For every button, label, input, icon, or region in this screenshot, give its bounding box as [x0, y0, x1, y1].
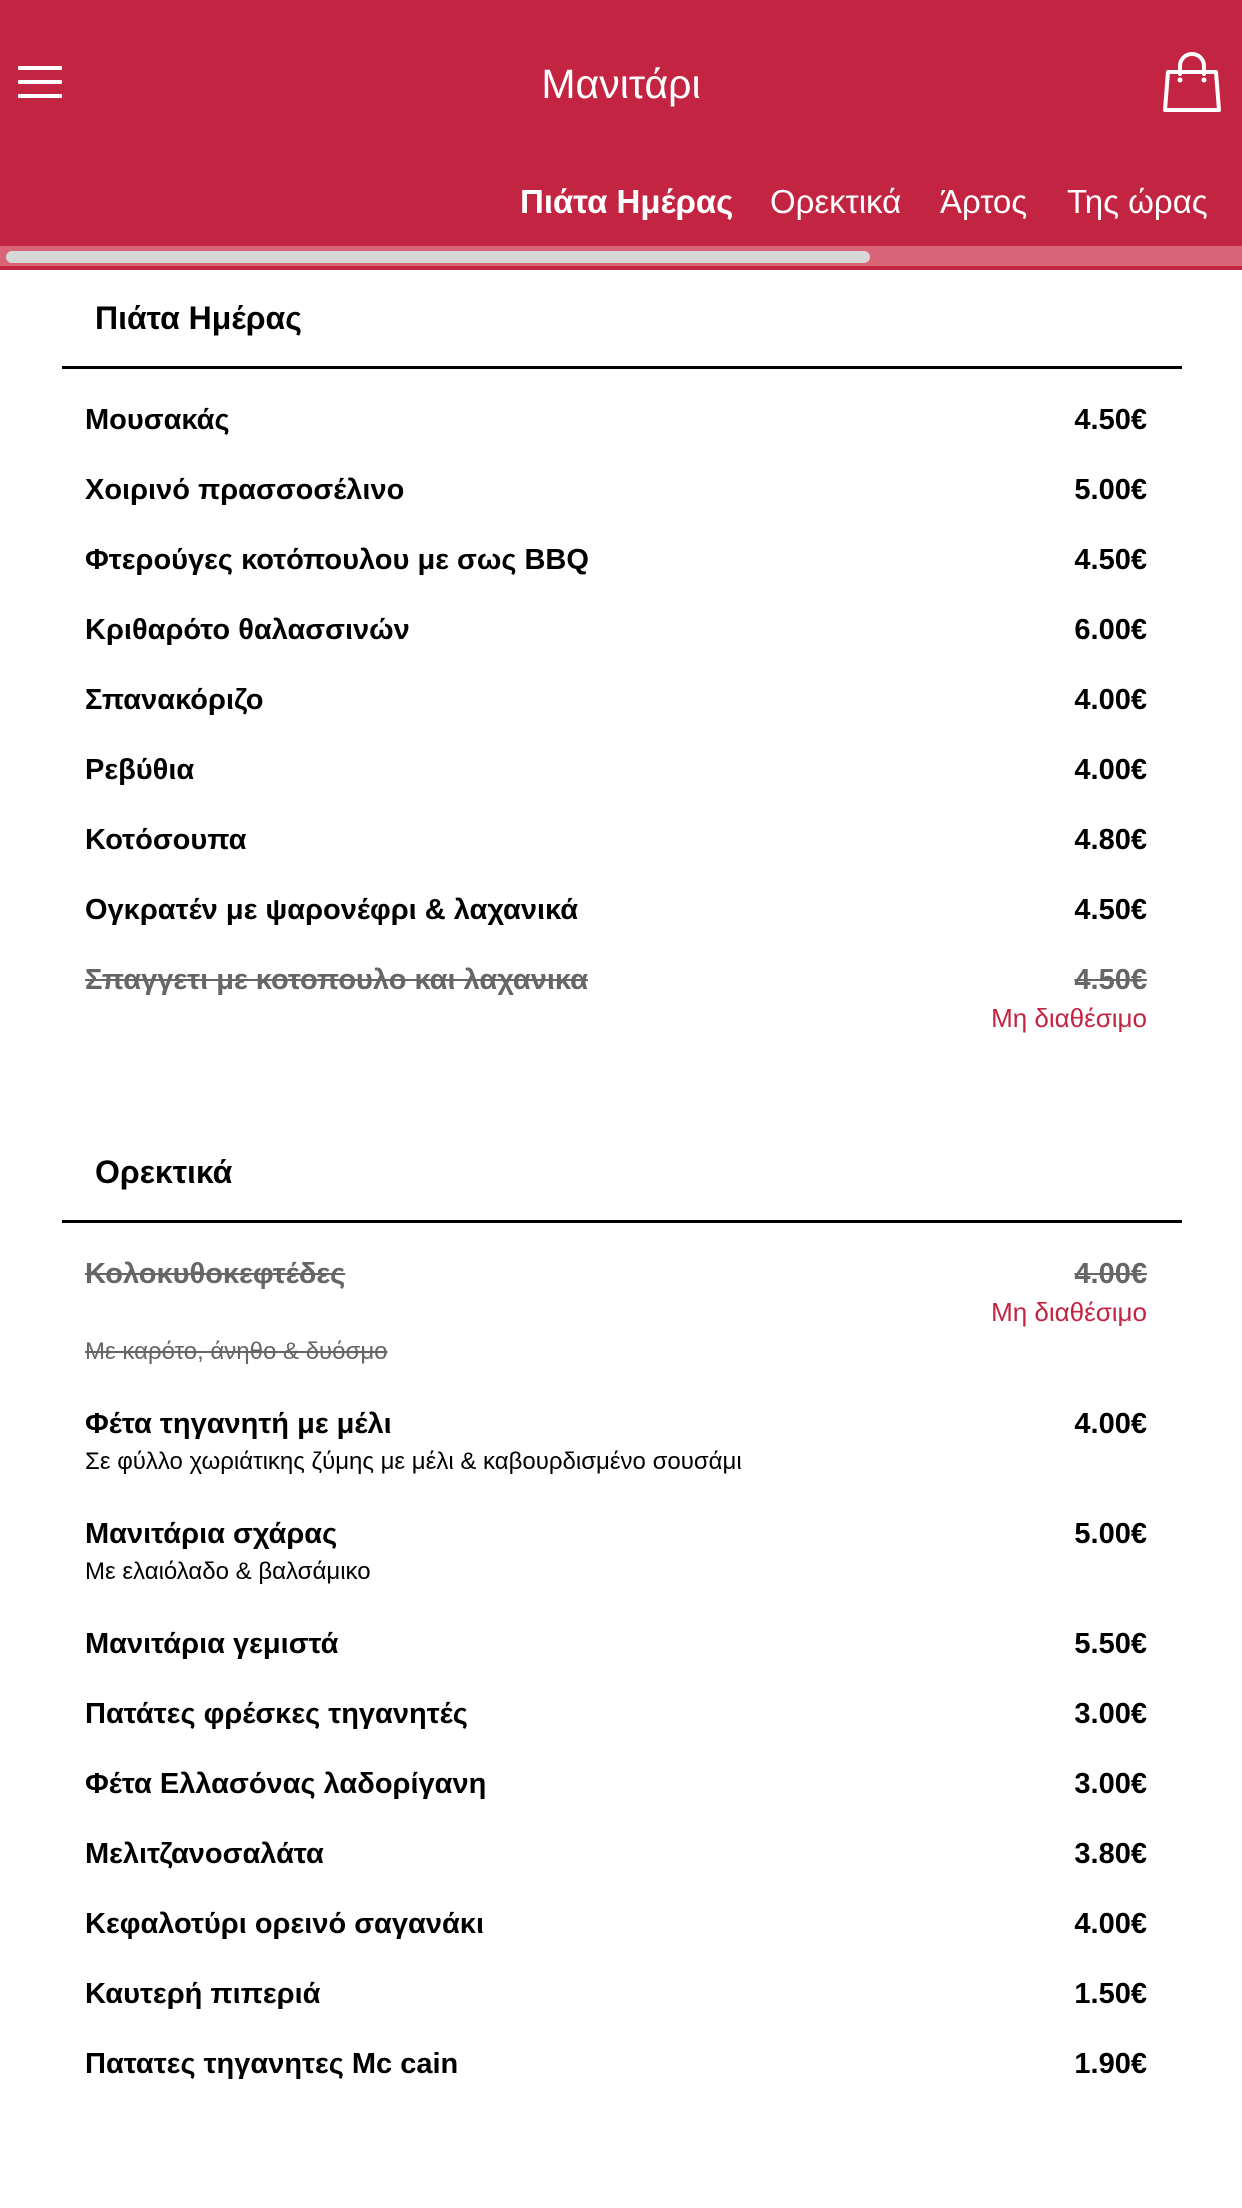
- category-tabs: [0, 180, 1242, 224]
- item-name: Φέτα τηγανητή με μέλι: [85, 1408, 392, 1440]
- item-price: 3.80€: [1074, 1838, 1147, 1870]
- item-price: 4.80€: [1074, 824, 1147, 856]
- section-divider: [62, 366, 1182, 369]
- item-price: 4.50€: [1074, 404, 1147, 436]
- item-price: 4.00€: [1074, 684, 1147, 716]
- item-description: Με καρότο, άνηθο & δυόσμο: [85, 1338, 388, 1365]
- item-name: Μουσακάς: [85, 404, 230, 436]
- item-price: 4.00€: [1074, 754, 1147, 786]
- item-price: 4.00€: [1074, 1408, 1147, 1440]
- tab-piata-imeras[interactable]: Πιάτα Ημέρας: [520, 183, 734, 220]
- item-price: 3.00€: [1074, 1698, 1147, 1730]
- item-price: 4.50€: [1074, 544, 1147, 576]
- item-name: Κολοκυθοκεφτέδες: [85, 1258, 346, 1290]
- item-name: Σπανακόριζο: [85, 684, 264, 716]
- item-price: 3.00€: [1074, 1768, 1147, 1800]
- tabs-scrollbar[interactable]: [6, 251, 870, 263]
- item-price: 4.50€: [1074, 964, 1147, 996]
- item-name: Χοιρινό πρασσοσέλινο: [85, 474, 405, 506]
- item-price: 6.00€: [1074, 614, 1147, 646]
- item-price: 4.00€: [1074, 1908, 1147, 1940]
- item-price: 1.90€: [1074, 2048, 1147, 2080]
- item-price: 1.50€: [1074, 1978, 1147, 2010]
- item-name: Ρεβύθια: [85, 754, 195, 786]
- unavailable-label: Μη διαθέσιμο: [991, 1003, 1147, 1033]
- item-name: Φέτα Ελλασόνας λαδορίγανη: [85, 1768, 487, 1800]
- shopping-bag-icon[interactable]: [1162, 52, 1222, 114]
- section-title: Πιάτα Ημέρας: [95, 300, 302, 336]
- item-description: Σε φύλλο χωριάτικης ζύμης με μέλι & καβουρδισμένο σουσάμι: [85, 1448, 742, 1475]
- item-price: 5.00€: [1074, 1518, 1147, 1550]
- item-name: Ογκρατέν με ψαρονέφρι & λαχανικά: [85, 894, 579, 926]
- item-name: Φτερούγες κοτόπουλου με σως BBQ: [85, 544, 589, 576]
- item-name: Καυτερή πιπεριά: [85, 1978, 321, 2010]
- app-header: [0, 0, 1242, 270]
- item-price: 4.50€: [1074, 894, 1147, 926]
- item-name: Μανιτάρια γεμιστά: [85, 1628, 339, 1660]
- section-title: Ορεκτικά: [95, 1154, 233, 1190]
- item-name: Σπαγγετι με κοτοπουλο και λαχανικα: [85, 964, 588, 996]
- item-name: Πατάτες φρέσκες τηγανητές: [85, 1698, 468, 1730]
- item-description: Με ελαιόλαδο & βαλσάμικο: [85, 1558, 371, 1585]
- item-name: Πατατες τηγανητες Mc cain: [85, 2048, 459, 2080]
- item-name: Κεφαλοτύρι ορεινό σαγανάκι: [85, 1908, 485, 1940]
- page-title: Μανιτάρι: [541, 61, 701, 107]
- tab-artos[interactable]: Άρτος: [940, 183, 1028, 220]
- section-divider: [62, 1220, 1182, 1223]
- unavailable-label: Μη διαθέσιμο: [991, 1297, 1147, 1327]
- item-price: 4.00€: [1074, 1258, 1147, 1290]
- tab-orektika[interactable]: Ορεκτικά: [770, 183, 902, 220]
- item-name: Μελιτζανοσαλάτα: [85, 1838, 324, 1870]
- item-price: 5.00€: [1074, 474, 1147, 506]
- item-name: Μανιτάρια σχάρας: [85, 1518, 338, 1550]
- item-name: Κριθαρότο θαλασσινών: [85, 614, 410, 646]
- item-name: Κοτόσουπα: [85, 824, 247, 856]
- tab-tis-oras[interactable]: Της ώρας: [1067, 183, 1208, 220]
- item-price: 5.50€: [1074, 1628, 1147, 1660]
